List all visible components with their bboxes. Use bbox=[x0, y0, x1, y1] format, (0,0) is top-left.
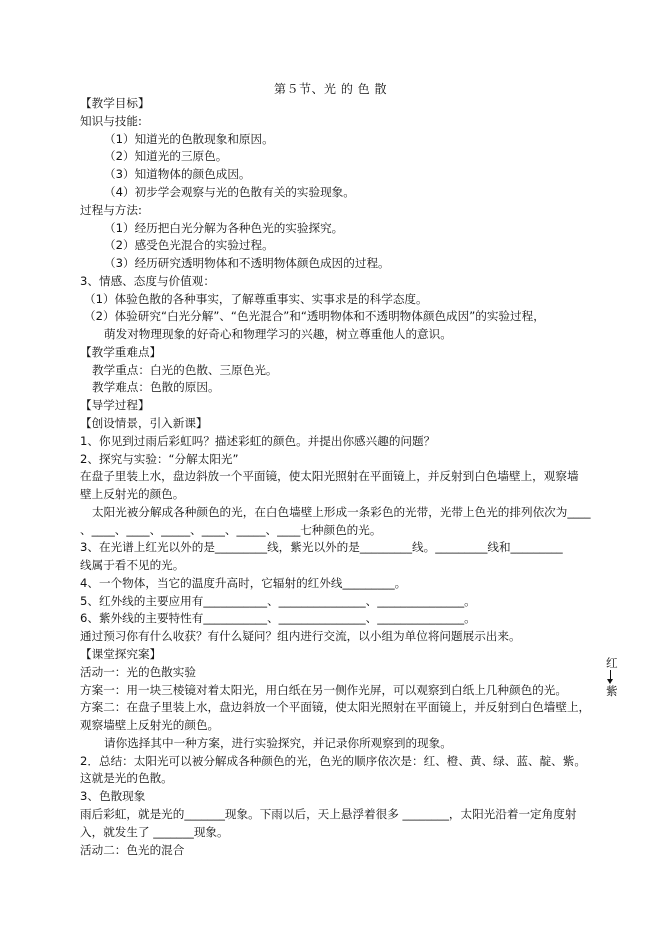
subheading-attitude: 3、情感、态度与价值观： bbox=[80, 274, 215, 288]
summary: 2．总结：太阳光可以被分解成各种颜色的光，色光的顺序依次是：红、橙、黄、绿、蓝、靛、紫。 bbox=[80, 754, 586, 768]
heading-objectives: 【教学目标】 bbox=[80, 96, 150, 110]
subheading-knowledge: 知识与技能: bbox=[80, 114, 142, 128]
activity-2: 活动二：色光的混合 bbox=[80, 843, 185, 857]
objective-item: （3）经历研究透明物体和不透明物体颜色成因的过程。 bbox=[104, 256, 390, 270]
preview-prompt: 通过预习你有什么收获？有什么疑问？组内进行交流，以小组为单位将问题展示出来。 bbox=[80, 629, 521, 643]
heading-dispersion: 3、色散现象 bbox=[80, 789, 146, 803]
objective-item: （2）感受色光混合的实验过程。 bbox=[104, 238, 274, 252]
question-5: 5、红外线的主要应用有___________、_______________、_______________。 bbox=[80, 594, 476, 608]
heading-scenario: 【创设情景，引入新课】 bbox=[80, 416, 208, 430]
fill-blank-line: 太阳光被分解成各种颜色的光，在白色墙壁上形成一条彩色的光带，光带上色光的排列依次为____ bbox=[92, 505, 591, 519]
side-label-violet: 紫 bbox=[606, 684, 618, 698]
page-title: 第５节、光 的 色 散 bbox=[274, 82, 387, 96]
fill-blank-line: 、____、____、_____、____、_____、____七种颜色的光。 bbox=[80, 523, 382, 537]
side-label-red: 红 bbox=[606, 656, 618, 670]
question-2-text: 壁上反射光的颜色。 bbox=[80, 487, 185, 501]
plan-2: 方案二：在盘子里装上水，盘边斜放一个平面镜，使太阳光照射在平面镜上，并反射到白色墙壁上， bbox=[80, 700, 591, 714]
objective-item: （3）知道物体的颜色成因。 bbox=[104, 167, 251, 181]
question-3-text: 线属于看不见的光。 bbox=[80, 558, 185, 572]
question-6: 6、紫外线的主要特性有___________、_______________、_______________。 bbox=[80, 611, 476, 625]
objective-item: （1）经历把白光分解为各种色光的实验探究。 bbox=[104, 221, 344, 235]
question-2-text: 在盘子里装上水，盘边斜放一个平面镜，使太阳光照射在平面镜上，并反射到白色墙壁上，观察墙 bbox=[80, 469, 579, 483]
question-4: 4、一个物体，当它的温度升高时，它辐射的红外线_________。 bbox=[80, 576, 407, 590]
activity-1: 活动一：光的色散实验 bbox=[80, 665, 196, 679]
objective-item: （2）知道光的三原色。 bbox=[104, 149, 228, 163]
heading-key-points: 【教学重难点】 bbox=[80, 345, 162, 359]
objective-item: （1）体验色散的各种事实，了解尊重事实、实事求是的科学态度。 bbox=[84, 292, 428, 306]
plan-2-text: 观察墙壁上反射光的颜色。 bbox=[80, 718, 220, 732]
question-1: 1、你见到过雨后彩虹吗？描述彩虹的颜色。并提出你感兴趣的问题？ bbox=[80, 434, 436, 448]
objective-item: （4）初步学会观察与光的色散有关的实验现象。 bbox=[104, 185, 355, 199]
rainbow-text: 入，就发生了 _______现象。 bbox=[80, 825, 229, 839]
objective-item-continuation: 萌发对物理现象的好奇心和物理学习的兴趣，树立尊重他人的意识。 bbox=[104, 327, 452, 341]
question-2: 2、探究与实验：“分解太阳光” bbox=[80, 452, 239, 466]
objective-item: （1）知道光的色散现象和原因。 bbox=[104, 132, 274, 146]
heading-guide: 【导学过程】 bbox=[80, 398, 150, 412]
heading-inquiry: 【课堂探究案】 bbox=[80, 647, 162, 661]
difficult-point: 教学难点：色散的原因。 bbox=[92, 380, 220, 394]
plan-1: 方案一：用一块三棱镜对着太阳光，用白纸在另一侧作光屏，可以观察到白纸上几种颜色的光。 bbox=[80, 683, 567, 697]
subheading-process: 过程与方法: bbox=[80, 203, 142, 217]
rainbow-text: 雨后彩虹，就是光的_______现象。下雨以后，天上悬浮着很多 ________，太阳光沿着一定角度射 bbox=[80, 807, 577, 821]
arrow-down-icon bbox=[610, 670, 611, 680]
instruction: 请你选择其中一种方案，进行实验探究，并记录你所观察到的现象。 bbox=[104, 736, 452, 750]
question-3: 3、在光谱上红光以外的是_________线，紫光以外的是_________线。_________线和_________ bbox=[80, 540, 563, 554]
key-point: 教学重点：白光的色散、三原色光。 bbox=[92, 363, 278, 377]
objective-item: （2）体验研究“白光分解”、“色光混合”和“透明物体和不透明物体颜色成因”的实验过程， bbox=[84, 309, 545, 323]
summary-text: 这就是光的色散。 bbox=[80, 771, 173, 785]
